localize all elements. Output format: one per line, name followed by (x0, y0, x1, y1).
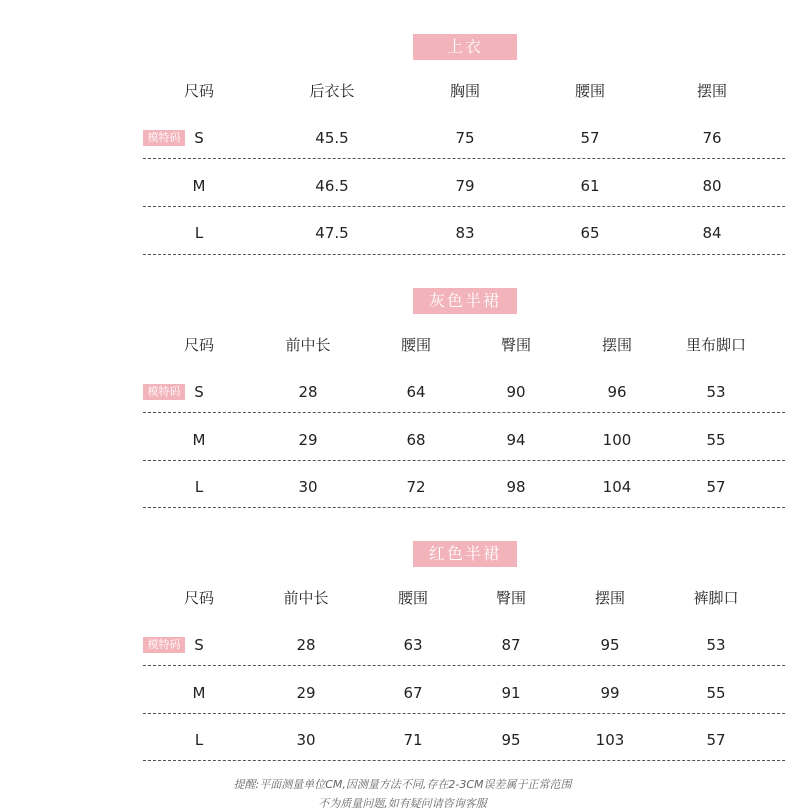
value-cell: 87 (501, 636, 521, 654)
value-cell: 95 (600, 636, 620, 654)
header-back-length: 后衣长 (309, 82, 355, 100)
header-hem: 摆围 (594, 589, 626, 607)
value-cell: 46.5 (315, 177, 349, 195)
value-cell: 55 (706, 684, 726, 702)
table-row (0, 475, 805, 499)
row-divider (143, 206, 785, 207)
table-header-row (0, 79, 805, 103)
value-cell: 76 (702, 129, 722, 147)
value-cell: 98 (506, 478, 526, 496)
value-cell: 95 (501, 731, 521, 749)
value-cell: 64 (406, 383, 426, 401)
value-cell: 72 (406, 478, 426, 496)
value-cell: 53 (706, 383, 726, 401)
value-cell: 45.5 (315, 129, 349, 147)
model-size-tag: 模特码 (143, 130, 185, 146)
value-cell: 90 (506, 383, 526, 401)
header-front-length: 前中长 (285, 336, 331, 354)
value-cell: 61 (580, 177, 600, 195)
value-cell: 29 (298, 431, 318, 449)
value-cell: 63 (403, 636, 423, 654)
model-size-tag: 模特码 (143, 384, 185, 400)
value-cell: 57 (706, 731, 726, 749)
header-waist: 腰围 (400, 336, 432, 354)
header-hem: 摆围 (696, 82, 728, 100)
header-front-length: 前中长 (283, 589, 329, 607)
value-cell: 96 (607, 383, 627, 401)
model-size-tag: 模特码 (143, 637, 185, 653)
header-size: 尺码 (183, 336, 215, 354)
row-divider (143, 665, 785, 666)
value-cell: 53 (706, 636, 726, 654)
value-cell: 75 (455, 129, 475, 147)
size-cell: L (194, 731, 204, 749)
value-cell: 28 (296, 636, 316, 654)
value-cell: 104 (602, 478, 632, 496)
service-note: 不为质量问题,如有疑问请咨询客服 (318, 797, 487, 810)
header-pant-hem: 裤脚口 (693, 589, 739, 607)
table-row (0, 380, 805, 404)
header-waist: 腰围 (574, 82, 606, 100)
header-waist: 腰围 (397, 589, 429, 607)
size-cell: M (192, 431, 206, 449)
value-cell: 55 (706, 431, 726, 449)
value-cell: 100 (602, 431, 632, 449)
value-cell: 30 (296, 731, 316, 749)
row-divider (143, 158, 785, 159)
header-hem: 摆围 (601, 336, 633, 354)
measurement-note: 提醒:平面测量单位CM,因测量方法不同,存在2-3CM误差属于正常范围 (233, 778, 572, 791)
header-size: 尺码 (183, 589, 215, 607)
value-cell: 29 (296, 684, 316, 702)
value-cell: 67 (403, 684, 423, 702)
row-divider (143, 254, 785, 255)
size-cell: S (194, 383, 204, 401)
value-cell: 94 (506, 431, 526, 449)
size-cell: M (192, 684, 206, 702)
table-row (0, 681, 805, 705)
header-size: 尺码 (183, 82, 215, 100)
section-title-top: 上衣 (413, 34, 517, 60)
value-cell: 57 (706, 478, 726, 496)
value-cell: 30 (298, 478, 318, 496)
value-cell: 91 (501, 684, 521, 702)
table-row (0, 126, 805, 150)
row-divider (143, 460, 785, 461)
header-hip: 臀围 (500, 336, 532, 354)
table-row (0, 221, 805, 245)
section-title-grey-skirt: 灰色半裙 (413, 288, 517, 314)
row-divider (143, 412, 785, 413)
row-divider (143, 713, 785, 714)
size-cell: S (194, 636, 204, 654)
row-divider (143, 507, 785, 508)
size-cell: L (194, 478, 204, 496)
header-bust: 胸围 (449, 82, 481, 100)
value-cell: 57 (580, 129, 600, 147)
header-lining-hem: 里布脚口 (685, 336, 747, 354)
value-cell: 99 (600, 684, 620, 702)
value-cell: 83 (455, 224, 475, 242)
table-header-row (0, 586, 805, 610)
value-cell: 47.5 (315, 224, 349, 242)
table-row (0, 428, 805, 452)
table-header-row (0, 333, 805, 357)
value-cell: 65 (580, 224, 600, 242)
size-cell: S (194, 129, 204, 147)
table-row (0, 728, 805, 752)
value-cell: 79 (455, 177, 475, 195)
value-cell: 80 (702, 177, 722, 195)
value-cell: 71 (403, 731, 423, 749)
value-cell: 103 (595, 731, 625, 749)
value-cell: 68 (406, 431, 426, 449)
size-cell: L (194, 224, 204, 242)
section-title-red-skirt: 红色半裙 (413, 541, 517, 567)
value-cell: 28 (298, 383, 318, 401)
table-row (0, 633, 805, 657)
header-hip: 臀围 (495, 589, 527, 607)
size-cell: M (192, 177, 206, 195)
table-row (0, 174, 805, 198)
value-cell: 84 (702, 224, 722, 242)
row-divider (143, 760, 785, 761)
